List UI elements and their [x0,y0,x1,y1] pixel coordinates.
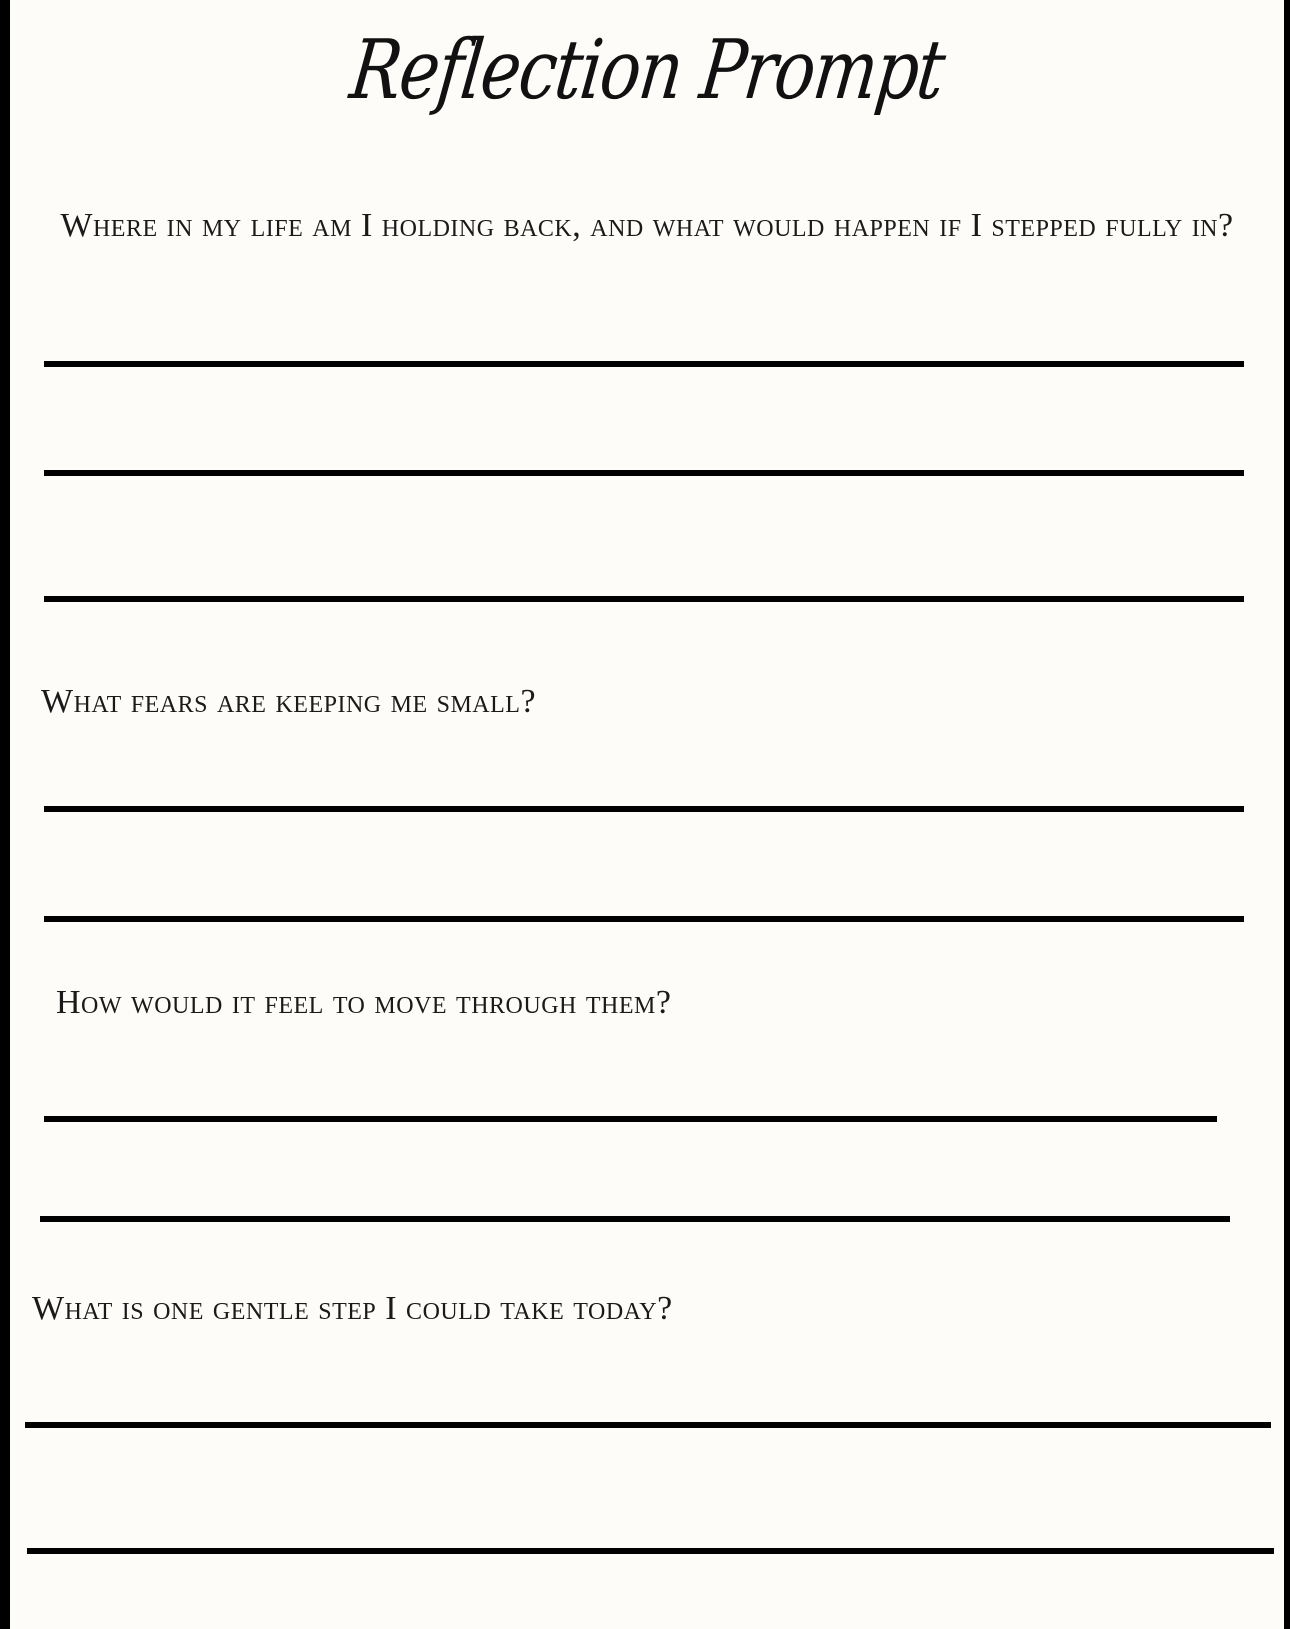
answer-line-1-2[interactable] [44,470,1244,476]
prompt-1: Where in my life am I holding back, and what would happen if I stepped fully in? [60,207,1234,244]
page-title: Reflection Prompt [345,23,949,118]
worksheet-page [10,0,1284,1629]
answer-line-4-1[interactable] [25,1422,1271,1428]
prompt-4: What is one gentle step I could take today? [32,1290,673,1327]
prompt-2: What fears are keeping me small? [41,683,537,720]
answer-line-1-1[interactable] [44,361,1244,367]
answer-line-2-1[interactable] [44,806,1244,812]
prompt-3: How would it feel to move through them? [56,984,672,1021]
answer-line-3-2[interactable] [40,1216,1230,1222]
answer-line-2-2[interactable] [44,916,1244,922]
answer-line-3-1[interactable] [44,1116,1217,1122]
answer-line-4-2[interactable] [27,1548,1274,1554]
answer-line-1-3[interactable] [44,596,1244,602]
